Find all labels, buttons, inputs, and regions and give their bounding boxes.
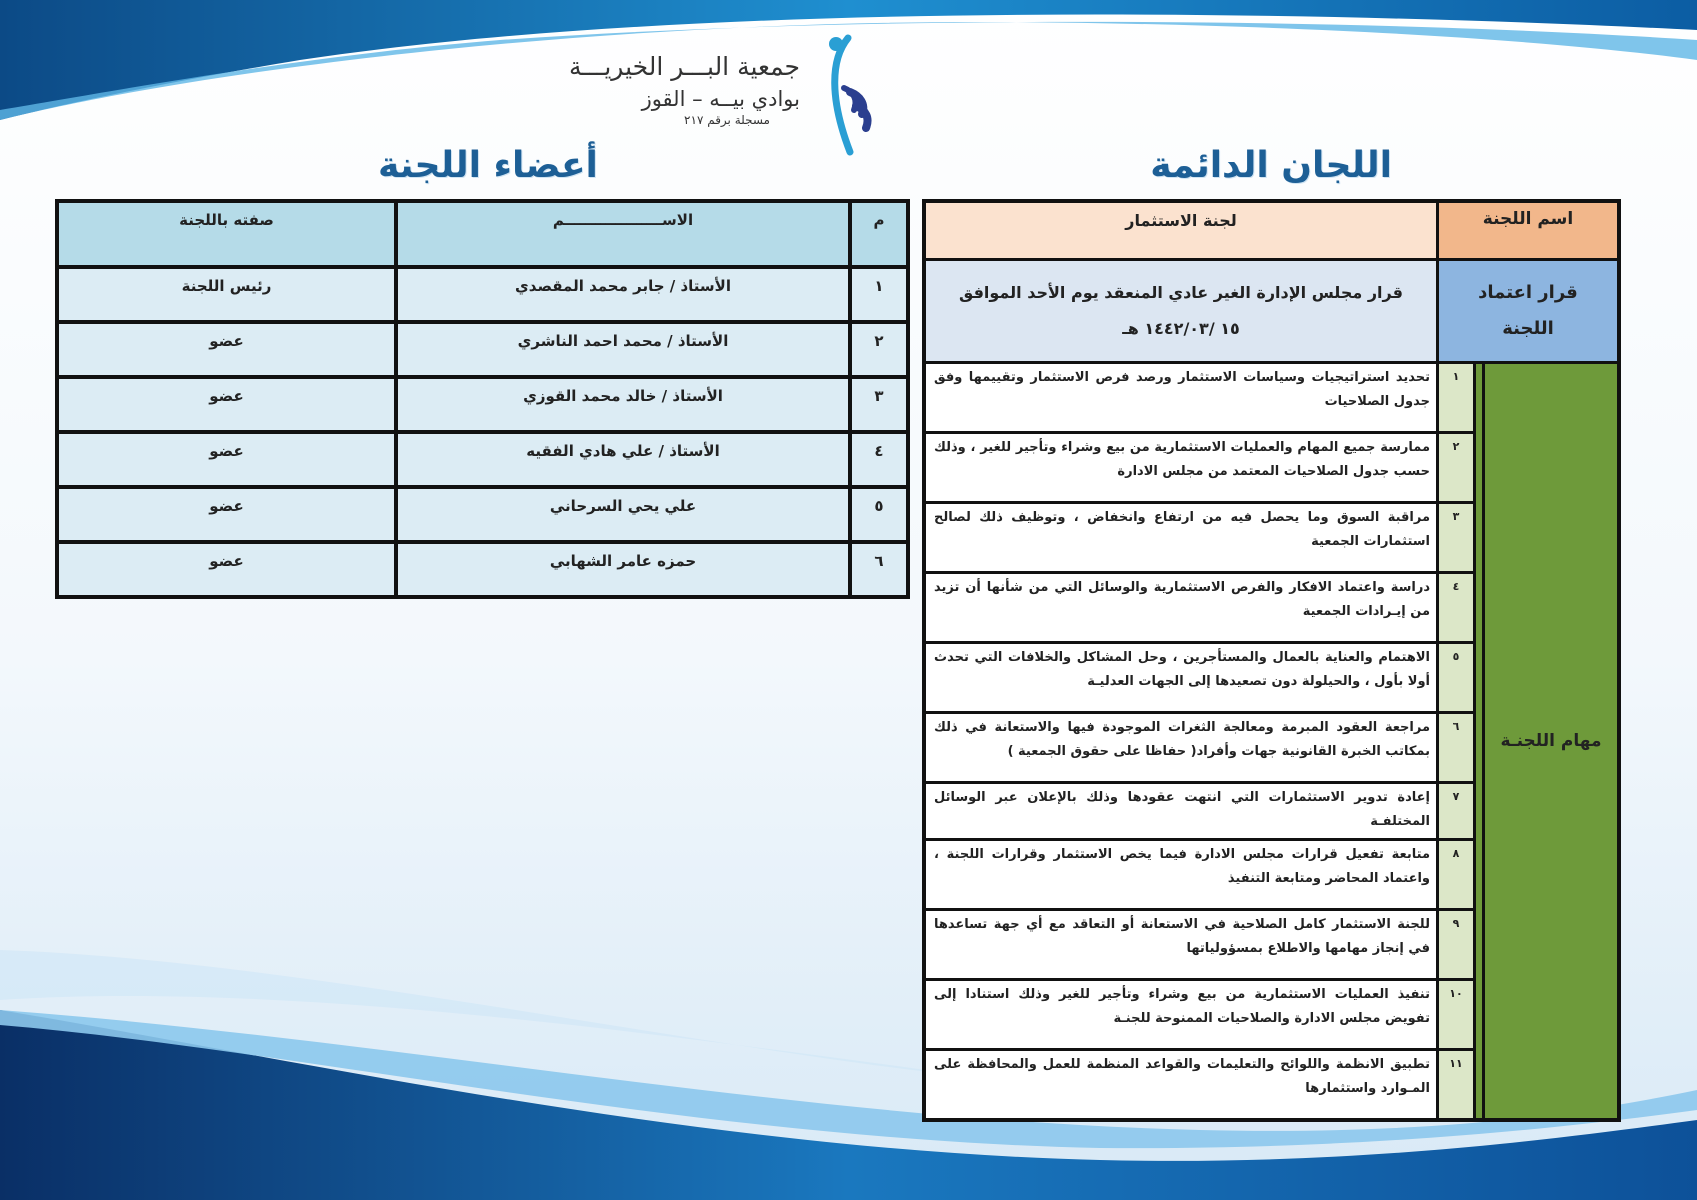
member-name: علي يحي السرحاني [396, 487, 850, 542]
table-row [57, 377, 908, 432]
decision-text-line1: قرار مجلس الإدارة الغير عادي المنعقد يوم الأحد الموافق [959, 283, 1403, 302]
table-row [57, 432, 908, 487]
task-row [924, 363, 1619, 433]
task-text: الاهتمام والعناية بالعمال والمستأجرين ، وحل المشاكل والخلافات التي تحدث أولا بأول ، والحيلولة دون تصعيدها إلى الجهات العدليـة [924, 643, 1438, 713]
task-number: ٢ [1438, 433, 1475, 503]
members-header-row [57, 201, 908, 267]
task-number: ٦ [1438, 713, 1475, 783]
decision-date: ١٥ /١٤٤٢/٠٣ هـ [1122, 319, 1240, 338]
table-row [57, 322, 908, 377]
member-num: ١ [850, 267, 908, 322]
task-text: إعادة تدوير الاستثمارات التي انتهت عقودها وذلك بالإعلان عبر الوسائل المختلفـة [924, 783, 1438, 840]
member-name: الأستاذ / جابر محمد المقصدي [396, 267, 850, 322]
task-text: مراقبة السوق وما يحصل فيه من ارتفاع وانخفاض ، وتوظيف ذلك لصالح استثمارات الجمعية [924, 503, 1438, 573]
member-name: الأستاذ / محمد احمد الناشري [396, 322, 850, 377]
task-number: ٣ [1438, 503, 1475, 573]
task-text: مراجعة العقود المبرمة ومعالجة الثغرات الموجودة فيها والاستعانة في ذلك بمكاتب الخبرة القانونية جهات وأفراد( حفاظا على حقوق الجمعية ) [924, 713, 1438, 783]
member-name: الأستاذ / علي هادي الفقيه [396, 432, 850, 487]
task-number: ٨ [1438, 840, 1475, 910]
organization-branch: بوادي بيــه – القوز [641, 87, 800, 111]
committee-members-title: أعضاء اللجنة [378, 145, 598, 186]
task-text: تحديد استراتيجيات وسياسات الاستثمار ورصد فرص الاستثمار وتقييمها وفق جدول الصلاحيات [924, 363, 1438, 433]
organization-name: جمعية البـــر الخيريـــة [568, 52, 800, 81]
task-number: ١٠ [1438, 980, 1475, 1050]
member-num: ٢ [850, 322, 908, 377]
committee-name-label: اسم اللجنة [1438, 201, 1620, 260]
member-role: عضو [57, 542, 396, 597]
committee-decision-row [924, 260, 1619, 363]
member-num: ٤ [850, 432, 908, 487]
decision-label-line2: اللجنة [1502, 318, 1554, 339]
members-table [55, 199, 910, 599]
task-text: دراسة واعتماد الافكار والفرص الاستثمارية والوسائل التي من شأنها أن تزيد من إيـرادات الجمعية [924, 573, 1438, 643]
member-name: حمزه عامر الشهابي [396, 542, 850, 597]
member-num: ٣ [850, 377, 908, 432]
task-text: للجنة الاستثمار كامل الصلاحية في الاستعانة أو التعاقد مع أي جهة تساعدها في إنجاز مهامها والاطلاع بمسؤولياتها [924, 910, 1438, 980]
table-row [57, 542, 908, 597]
table-row [57, 267, 908, 322]
table-row [57, 487, 908, 542]
task-number: ١ [1438, 363, 1475, 433]
registration-number: مسجلة برقم ٢١٧ [684, 113, 770, 127]
member-role: رئيس اللجنة [57, 267, 396, 322]
committee-table [922, 199, 1621, 1122]
task-text: ممارسة جميع المهام والعمليات الاستثمارية من بيع وشراء وتأجير للغير ، وذلك حسب جدول الصلاحيات المعتمد من مجلس الادارة [924, 433, 1438, 503]
member-role: عضو [57, 487, 396, 542]
committee-tasks-label: مهام اللجنـة [1484, 363, 1620, 1121]
task-number: ٧ [1438, 783, 1475, 840]
header-name: الاســـــــــــــــــــم [396, 201, 850, 267]
task-text: تنفيذ العمليات الاستثمارية من بيع وشراء وتأجير للغير وذلك استنادا إلى تفويض مجلس الادارة والصلاحيات الممنوحة للجنـة [924, 980, 1438, 1050]
committee-name-row [924, 201, 1619, 260]
header-role: صفته باللجنة [57, 201, 396, 267]
task-text: تطبيق الانظمة واللوائح والتعليمات والقواعد المنظمة للعمل والمحافظة على المـوارد واستثمارها [924, 1050, 1438, 1121]
member-num: ٦ [850, 542, 908, 597]
member-role: عضو [57, 322, 396, 377]
member-role: عضو [57, 432, 396, 487]
committee-decision-label [1438, 260, 1620, 363]
task-number: ٥ [1438, 643, 1475, 713]
logo-mark-icon [810, 30, 880, 160]
member-num: ٥ [850, 487, 908, 542]
organization-logo [568, 30, 880, 170]
member-name: الأستاذ / خالد محمد القوزي [396, 377, 850, 432]
standing-committees-title: اللجان الدائمة [1150, 145, 1392, 186]
committee-decision-value [924, 260, 1438, 363]
header-num: م [850, 201, 908, 267]
task-number: ٩ [1438, 910, 1475, 980]
task-text: متابعة تفعيل قرارات مجلس الادارة فيما يخص الاستثمار وقرارات اللجنة ، واعتماد المحاضر ومتابعة التنفيذ [924, 840, 1438, 910]
task-number: ١١ [1438, 1050, 1475, 1121]
member-role: عضو [57, 377, 396, 432]
decision-label-line1: قرار اعتماد [1478, 282, 1578, 303]
committee-name-value: لجنة الاستثمار [924, 201, 1438, 260]
task-number: ٤ [1438, 573, 1475, 643]
committee-tasks [924, 363, 1619, 1121]
tasks-label-spacer [1475, 363, 1484, 1121]
